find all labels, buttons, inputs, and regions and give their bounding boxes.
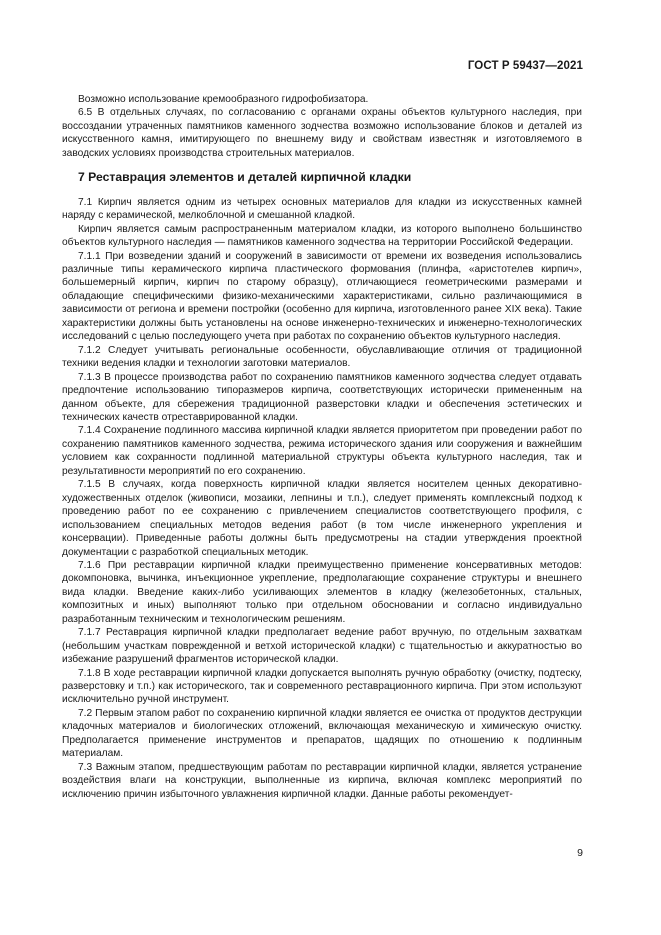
paragraph: 7.3 Важным этапом, предшествующим работам по реставрации кирпичной кладки, является устранение воздействия влаги на конструкции, выполненные из кирпича, включая комплекс мероприятий по исключению причин избыточного увлажнения кирпичной кладки. Данные работы рекомендует- (62, 761, 582, 800)
paragraph: 6.5 В отдельных случаях, по согласованию с органами охраны объектов культурного наследия, при воссоздании утраченных памятников каменного зодчества возможно использование блоков и деталей из искусственного камня, имитирующего по внешнему виду и свойствам известняк и изготовляемого в заводских условиях производства строительных материалов. (62, 107, 582, 159)
paragraph: 7.1.4 Сохранение подлинного массива кирпичной кладки является приоритетом при проведении работ по сохранению памятников каменного зодчества, режима исторического здания или сооружения и важнейшим условием как сохранности подлинной материальной структуры объекта культурного наследия, так и результативности мероприятий по его сохранению. (62, 425, 582, 477)
paragraph: 7.1 Кирпич является одним из четырех основных материалов для кладки из искусственных камней наряду с керамической, мелкоблочной и смешанной кладкой. (62, 196, 582, 222)
section-heading: 7 Реставрация элементов и деталей кирпичной кладки (78, 170, 412, 185)
paragraph: 7.1.1 При возведении зданий и сооружений в зависимости от времени их возведения использовались различные типы керамического кирпича пластического формования (плинфа, «аристотелев кирпич», большемерный кирпич, кирпич по старому образцу), отличающиеся геометрическими размерами и обладающие специфическими физико-механическими характеристиками, сильно различающимися в зависимости от региона и времени постройки (особенно для кирпича, изготовленного ранее XIX века). Такие характеристики должны быть установлены на основе инженерно-технических и инженерно-технологических исследований с целью последующего учета при работах по сохранению объектов культурного наследия. (62, 250, 582, 343)
paragraph: 7.1.3 В процессе производства работ по сохранению памятников каменного зодчества следует отдавать предпочтение использованию типоразмеров кирпича, соответствующих исторически примененным на данном объекте, для сбережения традиционной разверстовки кладки и обеспечения эстетических и технических качеств отреставрированной кладки. (62, 371, 582, 423)
paragraph: 7.1.2 Следует учитывать региональные особенности, обуславливающие отличия от традиционной техники ведения кладки и технологии заготовки материалов. (62, 344, 582, 370)
paragraph: 7.1.5 В случаях, когда поверхность кирпичной кладки является носителем ценных декоративно-художественных отделок (живописи, мозаики, лепнины и т.п.), следует применять комплексный подход к проведению работ по ее сохранению с привлечением специалистов соответствующего профиля, с использованием специальных методов ведения работ (в том числе инженерного укрепления и консервации). Приведенные работы должны быть предусмотрены на стадии утверждения проектной документации с разработкой специальных методик. (62, 479, 582, 558)
paragraph: 7.2 Первым этапом работ по сохранению кирпичной кладки является ее очистка от продуктов деструкции кладочных материалов и биологических отложений, включающая механическую и химическую очистку. Предполагается применение инструментов и препаратов, щадящих по отношению к подлинным материалам. (62, 707, 582, 760)
paragraph: Возможно использование кремообразного гидрофобизатора. (78, 94, 369, 105)
document-body (62, 93, 582, 801)
paragraph: 7.1.8 В ходе реставрации кирпичной кладки допускается выполнять ручную обработку (очистку, подтеску, разверстовку и т.п.) как исторического, так и современного реставрационного кирпича. При этом используют исключительно ручной инструмент. (62, 667, 582, 706)
document-id: ГОСТ Р 59437—2021 (467, 60, 583, 72)
paragraph: 7.1.7 Реставрация кирпичной кладки предполагает ведение работ вручную, по отдельным захваткам (небольшим участкам поврежденной и ветхой исторической кладки) с тщательностью и аккуратностью во избежание разрушений фрагментов исторической кладки. (62, 627, 582, 666)
paragraph: Кирпич является самым распространенным материалом кладки, из которого выполнено большинство объектов культурного наследия — памятников каменного зодчества на территории Российской Федерации. (62, 223, 582, 249)
paragraph: 7.1.6 При реставрации кирпичной кладки преимущественно применение консервативных методов: докомпоновка, вычинка, инъекционное укрепление, предполагающие сохранение структуры и внешнего вида кладки. Введение каких-либо усиливающих элементов в кладку (железобетонных, стальных, композитных и иных) выполняют только при отдельном обосновании и согласно индивидуально разработанным техническим и технологическим решениям. (62, 559, 582, 625)
page-number: 9 (577, 847, 583, 859)
